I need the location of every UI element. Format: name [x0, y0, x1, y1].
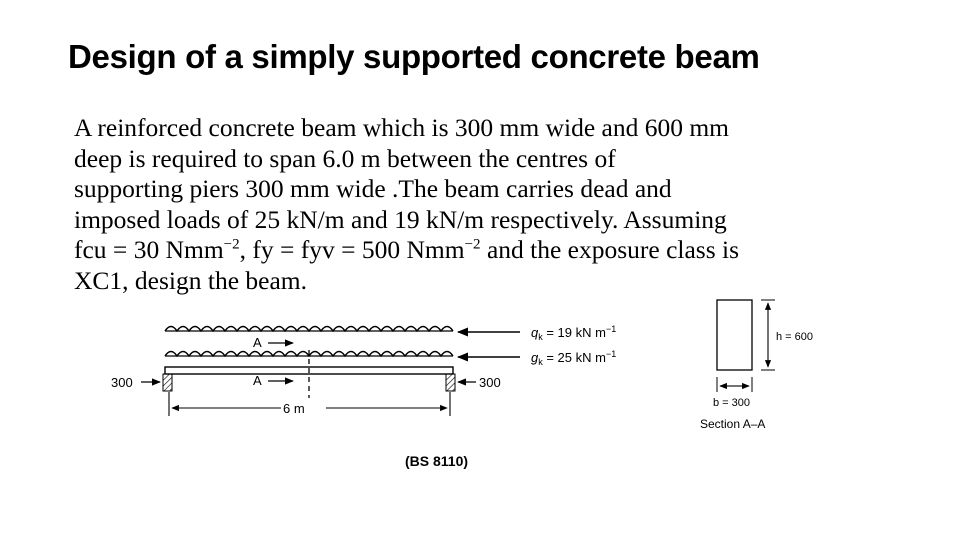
qk-value: = 19 kN m: [542, 325, 606, 340]
statement-line-4: imposed loads of 25 kN/m and 19 kN/m respectively. Assuming: [74, 204, 727, 234]
fy-exponent: −2: [464, 236, 481, 253]
figure-source: (BS 8110): [405, 453, 469, 469]
qk-exponent: −1: [605, 324, 617, 334]
section-caption: Section A–A: [700, 417, 766, 431]
left-support: [163, 374, 172, 391]
imposed-load-label: [531, 324, 616, 342]
qk-symbol: q: [531, 325, 539, 340]
statement-line-6: XC1, design the beam.: [74, 265, 307, 295]
exposure-text: and the exposure class is: [480, 235, 740, 264]
section-mark-top: A: [253, 335, 262, 350]
statement-line-1: A reinforced concrete beam which is 300 mm wide and 600 mm: [74, 113, 730, 142]
gk-value: = 25 kN m: [542, 350, 606, 365]
right-support-label: 300: [479, 375, 501, 390]
gk-subscript: k: [538, 357, 543, 367]
gk-exponent: −1: [605, 349, 617, 359]
dead-load-label: [531, 349, 616, 367]
section-mark-bottom: A: [253, 373, 262, 388]
span-label: 6 m: [283, 401, 305, 416]
statement-line-2: deep is required to span 6.0 m between the centres of: [74, 143, 616, 173]
imposed-load-curve: [165, 327, 453, 332]
fcu-exponent: −2: [223, 236, 240, 253]
width-label: b = 300: [713, 397, 751, 409]
right-support: [446, 374, 455, 391]
qk-subscript: k: [538, 332, 543, 342]
statement-line-3: supporting piers 300 mm wide .The beam carries dead and: [74, 174, 672, 203]
fy-text: , fy = fyv = 500 Nmm: [239, 235, 465, 264]
slide-title: Design of a simply supported concrete beam: [68, 38, 760, 75]
left-support-label: 300: [111, 375, 133, 390]
fcu-text: fcu = 30 Nmm: [74, 235, 224, 264]
cross-section: [717, 300, 752, 370]
height-label: h = 600: [776, 331, 814, 343]
gk-symbol: g: [531, 350, 539, 365]
